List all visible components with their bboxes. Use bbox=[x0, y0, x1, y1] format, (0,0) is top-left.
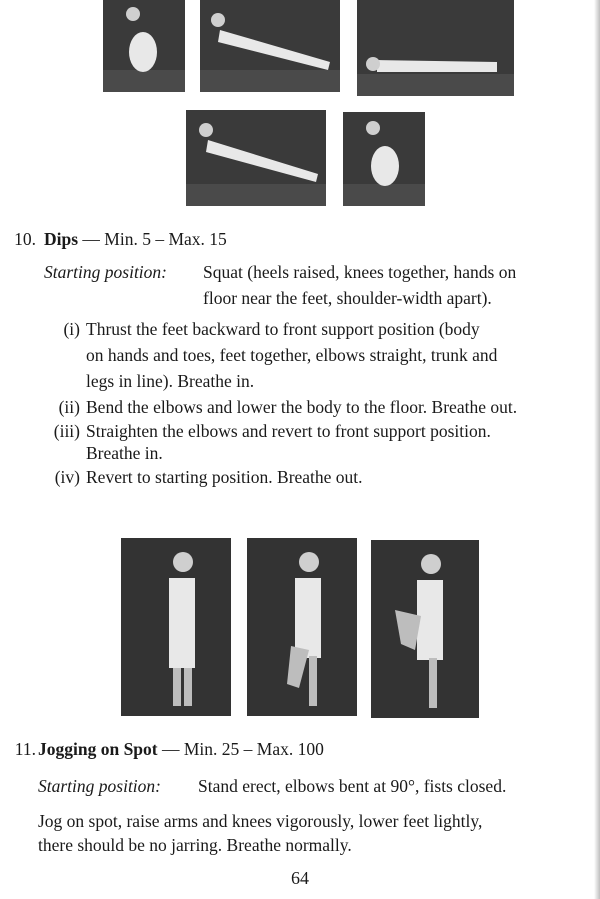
step-marker: (iii) bbox=[53, 421, 80, 441]
step-line: Thrust the feet backward to front support position (body bbox=[86, 319, 480, 339]
dips-photo-thrust bbox=[200, 0, 340, 92]
exercise-11-heading bbox=[38, 738, 324, 760]
page-edge-shadow bbox=[594, 0, 600, 899]
exercise-11-starting-text: Stand erect, elbows bent at 90°, fists closed. bbox=[198, 776, 507, 796]
exercise-11-starting-label: Starting position: bbox=[38, 776, 161, 796]
exercise-11-body-line-1: Jog on spot, raise arms and knees vigorously, lower feet lightly, bbox=[38, 811, 483, 831]
step-line: Straighten the elbows and revert to front support position. bbox=[86, 421, 491, 441]
exercise-10-starting-text-2: floor near the feet, shoulder-width apart). bbox=[203, 288, 492, 308]
step-line: Bend the elbows and lower the body to the floor. Breathe out. bbox=[86, 397, 518, 417]
jogging-photo-stand bbox=[121, 538, 231, 716]
step-line: legs in line). Breathe in. bbox=[86, 371, 255, 391]
exercise-10-heading bbox=[44, 228, 227, 250]
step-marker: (i) bbox=[63, 319, 80, 339]
step-marker: (ii) bbox=[58, 397, 80, 417]
step-line: on hands and toes, feet together, elbows straight, trunk and bbox=[86, 345, 498, 365]
exercise-11-number: 11. bbox=[14, 739, 36, 759]
exercise-11-dash: — bbox=[157, 739, 184, 759]
exercise-10-dash: — bbox=[78, 229, 105, 249]
dips-photo-lowered bbox=[357, 0, 514, 96]
exercise-11-title: Jogging on Spot bbox=[38, 739, 158, 759]
exercise-11-body-line-2: there should be no jarring. Breathe normally. bbox=[38, 835, 352, 855]
page-number: 64 bbox=[291, 868, 309, 888]
exercise-10-number: 10. bbox=[14, 229, 36, 249]
exercise-10-starting-text-1: Squat (heels raised, knees together, hands on bbox=[203, 262, 517, 282]
dips-photo-support bbox=[186, 110, 326, 206]
exercise-10-title: Dips bbox=[44, 229, 79, 249]
exercise-10-starting-label: Starting position: bbox=[44, 262, 167, 282]
exercise-10-reps: Min. 5 – Max. 15 bbox=[104, 229, 227, 249]
jogging-photo-knee-left bbox=[247, 538, 357, 716]
dips-photo-squat bbox=[103, 0, 185, 92]
step-line: Revert to starting position. Breathe out. bbox=[86, 467, 363, 487]
jogging-photo-knee-right bbox=[371, 540, 479, 718]
step-marker: (iv) bbox=[54, 467, 80, 487]
exercise-11-reps: Min. 25 – Max. 100 bbox=[183, 739, 324, 759]
dips-photo-revert bbox=[343, 112, 425, 206]
step-line: Breathe in. bbox=[86, 443, 163, 463]
